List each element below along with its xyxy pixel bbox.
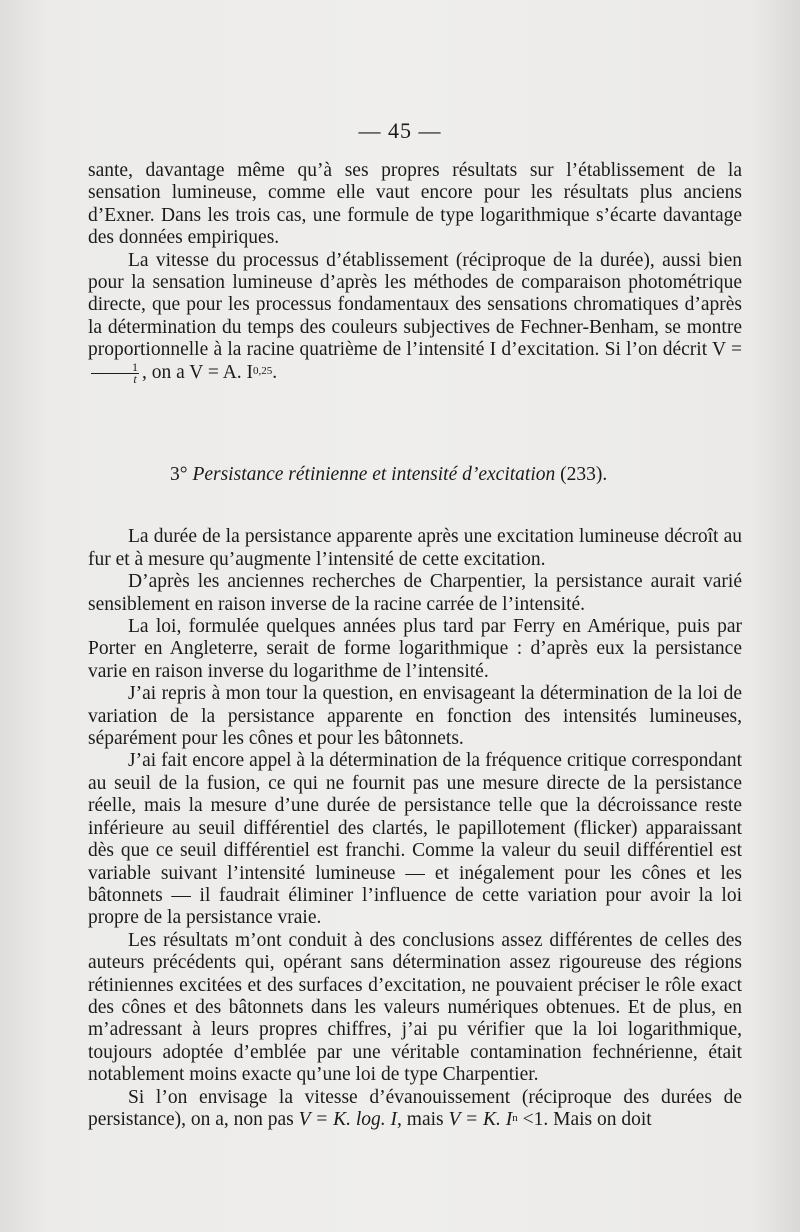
paragraph-frequence: J’ai fait encore appel à la détermination de la fréquence critique correspondant au seuil de la fusion, ce qui ne fournit pas une mesure directe de la persistance réelle, mais la mesure d’une durée de persistance telle que la décroissance reste inférieure au seuil différentiel des clartés, le papillotement (flicker) apparaissant dès que ce seuil différentiel est franchi. Comme la valeur du seuil différentiel est variable suivant l’intensité lumineuse — et inégalement pour les cônes et les bâtonnets — il faudrait éliminer l’influence de cette variation pour avoir la loi propre de la persistance vraie. xyxy=(88,750,742,929)
fraction-numerator: 1 xyxy=(91,362,139,374)
page-number: — 45 — xyxy=(358,118,442,143)
section-heading xyxy=(0,464,800,486)
section-number: 3° xyxy=(170,464,188,485)
paragraph-evanouissement-mid: mais xyxy=(406,1108,444,1130)
formula-power: V = K. I xyxy=(448,1108,513,1130)
paragraph-ferry: La loi, formulée quelques années plus tard par Ferry en Amérique, puis par Porter en Angleterre, serait de forme logarithmique : d’après eux la persistance varie en raison inverse du logarithme de l’intensité. xyxy=(88,616,742,682)
paragraph-continuation: sante, davantage même qu’à ses propres résultats sur l’établissement de la sensation lumineuse, comme elle vaut encore pour les résultats plus anciens d’Exner. Dans les trois cas, une formule de type logarithmique s’écarte davantage des données empiriques. xyxy=(88,160,742,249)
section-body xyxy=(88,526,742,1131)
section-ref: (233). xyxy=(560,464,608,485)
section-title: Persistance rétinienne et intensité d’excitation xyxy=(192,464,556,485)
section-persistance xyxy=(0,398,800,1131)
formula-power-exponent: n xyxy=(512,1111,518,1124)
formula-end: . xyxy=(272,361,278,383)
paragraph-vitesse-text: La vitesse du processus d’établissement (réciproque de la durée), aussi bien pour la sensation lumineuse d’après les méthodes de comparaison photométrique directe, que pour les processus fondamentaux des sensations chromatiques d’après la détermination du temps des couleurs subjectives de Fechner-Benham, se montre proportionnelle à la racine quatrième de l’intensité I d’excitation. Si l’on décrit V = xyxy=(88,249,742,361)
paragraph-duree: La durée de la persistance apparente après une excitation lumineuse décroît au fur et à mesure qu’augmente l’intensité de cette excitation. xyxy=(88,526,742,570)
paragraph-charpentier: D’après les anciennes recherches de Charpentier, la persistance aurait varié sensiblement en raison inverse de la racine carrée de l’intensité. xyxy=(88,571,742,615)
fraction-denominator: t xyxy=(133,371,137,386)
formula-text: , on a V = A. I xyxy=(142,361,254,383)
paragraph-evanouissement xyxy=(88,1087,742,1132)
paragraph-evanouissement-text: Si l’on envisage la vitesse d’évanouissement (réciproque des durées de persistance), on a, non pas xyxy=(88,1086,742,1130)
paragraph-resultats: Les résultats m’ont conduit à des conclusions assez différentes de celles des auteurs précédents qui, opérant sans détermination assez rigoureuse des régions rétiniennes excitées et des surfaces d’excitation, ne pouvaient préciser le rôle exact des cônes et des bâtonnets dans les valeurs numériques obtenues. Et de plus, en m’adressant à leurs propres chiffres, j’ai pu vérifier que la loi logarithmique, toujours adoptée d’emblée par une véritable contamination fechnérienne, était notablement moins exacte qu’une loi de type Charpentier. xyxy=(88,929,742,1086)
formula-log: V = K. log. I, xyxy=(298,1108,402,1130)
paragraph-repris: J’ai repris à mon tour la question, en envisageant la détermination de la loi de variation de la persistance apparente en fonction des intensités lumineuses, séparément pour les cônes et pour les bâtonnets. xyxy=(88,683,742,750)
paragraph-evanouissement-end: <1. Mais on doit xyxy=(522,1108,652,1130)
formula-exponent: 0,25 xyxy=(253,364,273,377)
fraction-one-over-t xyxy=(91,359,139,386)
paragraph-vitesse xyxy=(88,250,742,385)
body-text xyxy=(88,160,742,385)
